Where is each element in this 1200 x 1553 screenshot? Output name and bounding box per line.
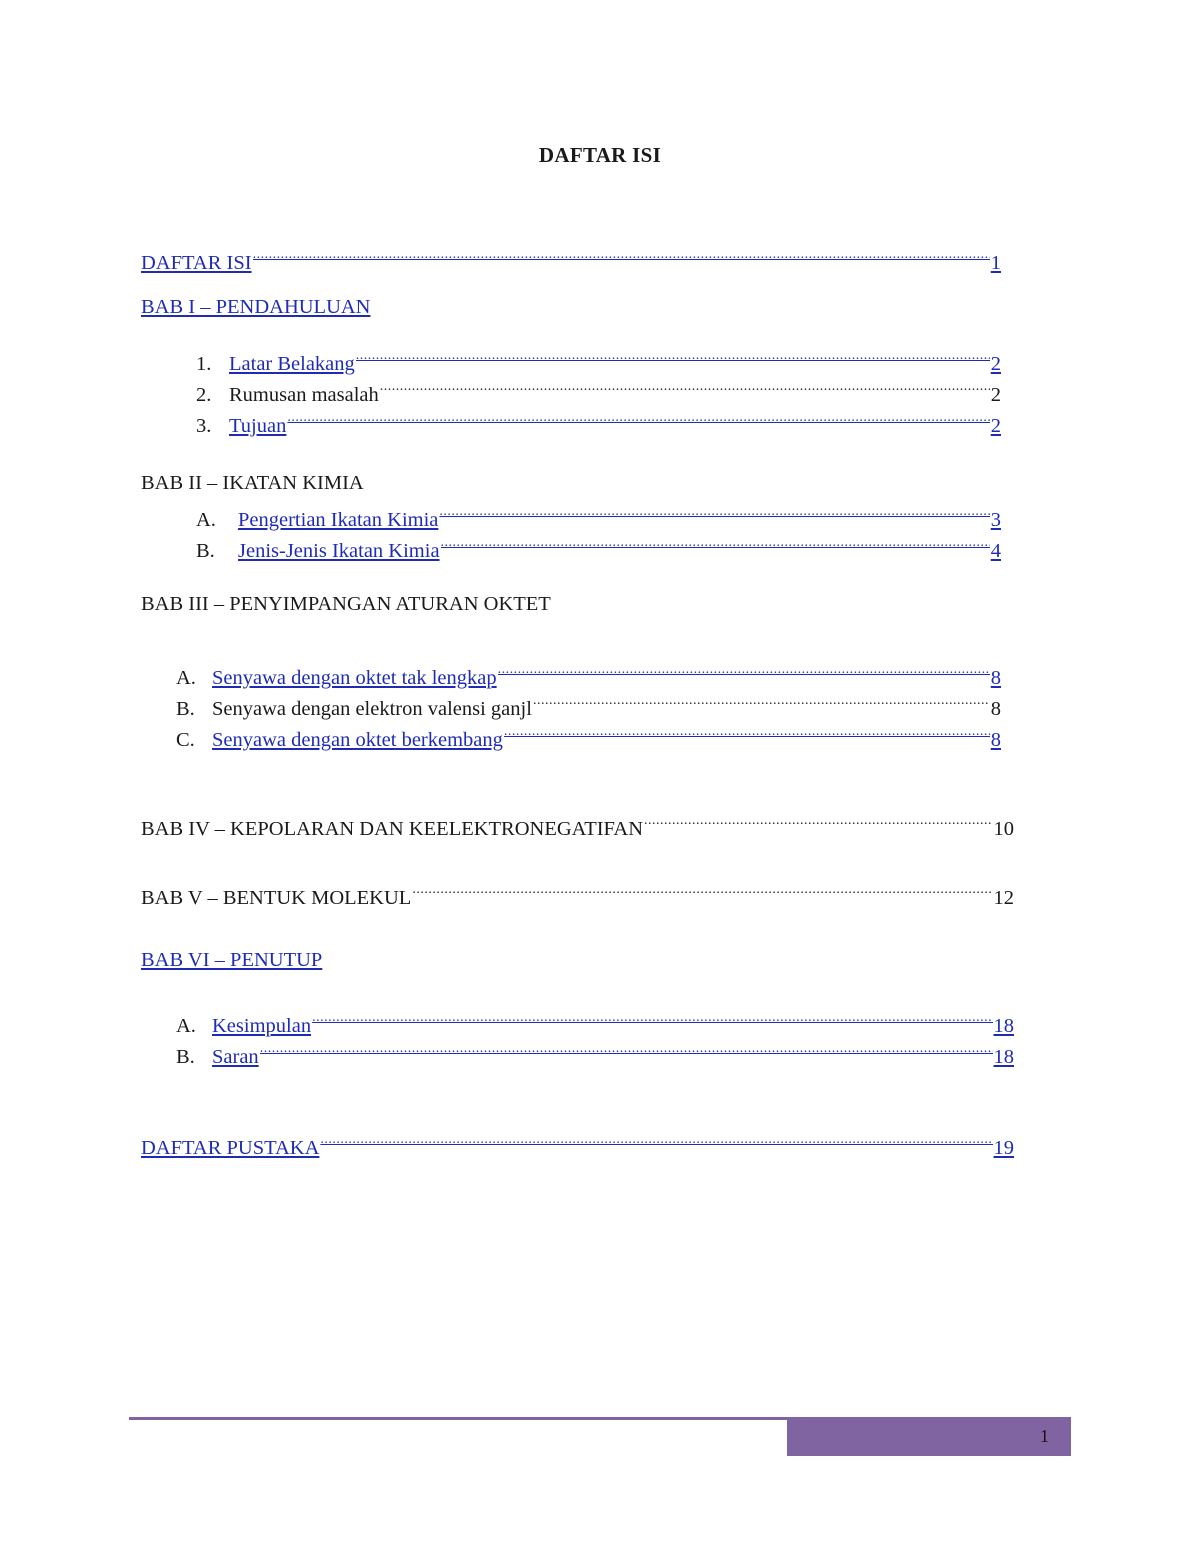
toc-link-label[interactable]: Latar Belakang bbox=[229, 353, 355, 375]
toc-page-number[interactable]: 2 bbox=[990, 353, 1001, 375]
list-number: 3. bbox=[196, 415, 212, 437]
toc-link-label[interactable]: Kesimpulan bbox=[212, 1015, 312, 1037]
toc-dot-leader bbox=[287, 408, 989, 432]
toc-page-number[interactable]: 4 bbox=[990, 540, 1001, 562]
toc-label: Rumusan masalah bbox=[229, 384, 379, 406]
toc-entry-daftar-isi[interactable] bbox=[141, 245, 1001, 274]
toc-dot-leader bbox=[533, 691, 990, 715]
toc-dot-leader bbox=[439, 502, 989, 526]
toc-entry[interactable] bbox=[196, 533, 1001, 562]
toc-entry-bab4 bbox=[141, 811, 1014, 840]
toc-entry[interactable] bbox=[196, 346, 1001, 375]
toc-page-number[interactable]: 18 bbox=[993, 1015, 1014, 1037]
footer-page-box bbox=[787, 1420, 1071, 1456]
list-letter: C. bbox=[176, 729, 195, 751]
toc-entry bbox=[196, 377, 1001, 406]
toc-label: BAB IV – KEPOLARAN DAN KEELEKTRONEGATIFAN bbox=[141, 818, 644, 840]
toc-label: Senyawa dengan elektron valensi ganjl bbox=[212, 698, 532, 720]
toc-dot-leader bbox=[253, 245, 990, 269]
toc-page-number[interactable]: 8 bbox=[990, 729, 1001, 751]
toc-dot-leader bbox=[380, 377, 990, 401]
toc-dot-leader bbox=[312, 1008, 992, 1032]
toc-link-label[interactable]: Saran bbox=[212, 1046, 259, 1068]
toc-entry-bab5 bbox=[141, 880, 1014, 909]
toc-link-label[interactable]: Senyawa dengan oktet berkembang bbox=[212, 729, 503, 751]
toc-heading-bab3: BAB III – PENYIMPANGAN ATURAN OKTET bbox=[141, 593, 551, 615]
footer-page-number: 1 bbox=[1040, 1426, 1049, 1446]
list-letter: A. bbox=[196, 509, 216, 531]
toc-entry[interactable] bbox=[196, 502, 1001, 531]
toc-dot-leader bbox=[320, 1130, 992, 1154]
toc-page-number[interactable]: 3 bbox=[990, 509, 1001, 531]
toc-link-label[interactable]: Senyawa dengan oktet tak lengkap bbox=[212, 667, 497, 689]
toc-link-label[interactable]: Tujuan bbox=[229, 415, 287, 437]
toc-heading-bab6[interactable]: BAB VI – PENUTUP bbox=[141, 949, 323, 971]
toc-entry[interactable] bbox=[176, 1008, 1014, 1037]
list-letter: B. bbox=[176, 1046, 195, 1068]
toc-page-number: 8 bbox=[990, 698, 1001, 720]
toc-link-label[interactable]: Jenis-Jenis Ikatan Kimia bbox=[238, 540, 440, 562]
toc-dot-leader bbox=[260, 1039, 993, 1063]
toc-dot-leader bbox=[441, 533, 990, 557]
toc-entry[interactable] bbox=[176, 660, 1001, 689]
toc-page-number[interactable]: 2 bbox=[990, 415, 1001, 437]
toc-dot-leader bbox=[412, 880, 992, 904]
toc-dot-leader bbox=[504, 722, 990, 746]
list-letter: A. bbox=[176, 667, 196, 689]
toc-entry[interactable] bbox=[176, 1039, 1014, 1068]
toc-page-number[interactable]: 18 bbox=[993, 1046, 1014, 1068]
toc-dot-leader bbox=[498, 660, 990, 684]
list-letter: B. bbox=[176, 698, 195, 720]
toc-entry[interactable] bbox=[176, 722, 1001, 751]
toc-dot-leader bbox=[356, 346, 990, 370]
toc-entry bbox=[176, 691, 1001, 720]
toc-heading-bab1[interactable]: BAB I – PENDAHULUAN bbox=[141, 296, 371, 318]
toc-page-number: 2 bbox=[990, 384, 1001, 406]
toc-entry[interactable] bbox=[196, 408, 1001, 437]
toc-entry-daftar-pustaka[interactable] bbox=[141, 1130, 1014, 1159]
list-letter: A. bbox=[176, 1015, 196, 1037]
toc-label: BAB V – BENTUK MOLEKUL bbox=[141, 887, 412, 909]
toc-link-label[interactable]: DAFTAR ISI bbox=[141, 252, 252, 274]
toc-page-number: 10 bbox=[993, 818, 1014, 840]
toc-page-number: 12 bbox=[993, 887, 1014, 909]
toc-dot-leader bbox=[644, 811, 992, 835]
toc-page-number[interactable]: 1 bbox=[990, 252, 1001, 274]
list-number: 2. bbox=[196, 384, 212, 406]
page-title: DAFTAR ISI bbox=[538, 143, 662, 167]
toc-page-number[interactable]: 19 bbox=[993, 1137, 1014, 1159]
toc-link-label[interactable]: DAFTAR PUSTAKA bbox=[141, 1137, 320, 1159]
toc-heading-bab2: BAB II – IKATAN KIMIA bbox=[141, 472, 364, 494]
list-number: 1. bbox=[196, 353, 212, 375]
list-letter: B. bbox=[196, 540, 215, 562]
toc-page-number[interactable]: 8 bbox=[990, 667, 1001, 689]
toc-link-label[interactable]: Pengertian Ikatan Kimia bbox=[238, 509, 439, 531]
